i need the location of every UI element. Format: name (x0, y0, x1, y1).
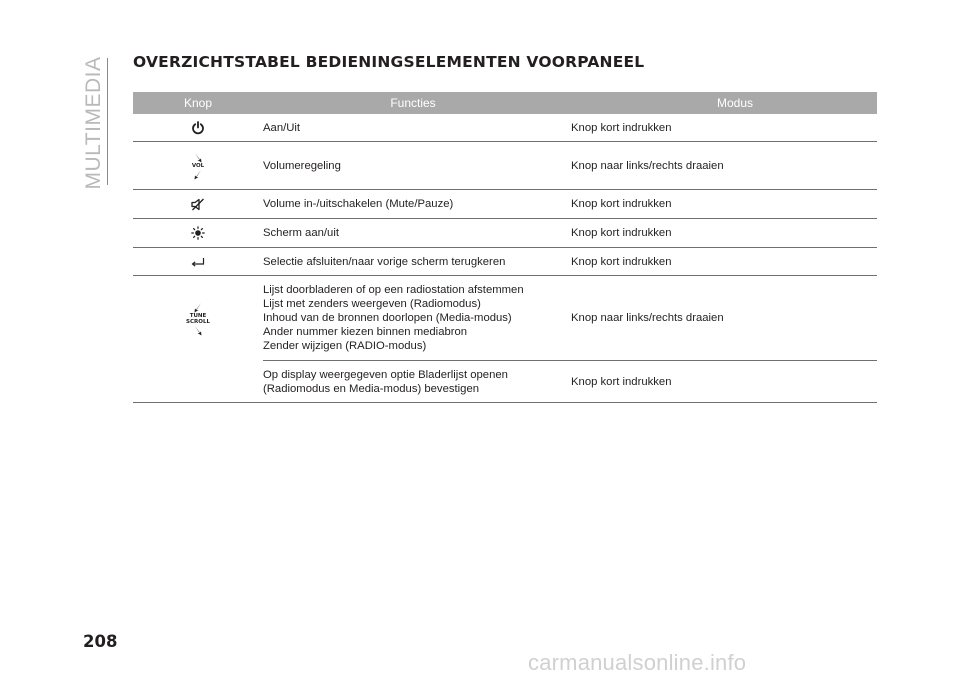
row-modus: Knop kort indrukken (571, 121, 672, 134)
tune-label: TUNE (189, 313, 207, 319)
row-modus: Knop kort indrukken (571, 198, 672, 210)
header-knop: Knop (183, 96, 213, 110)
mute-icon (133, 198, 263, 211)
tune-scroll-functions (263, 276, 877, 403)
section-label-text: MULTIMEDIA (82, 56, 105, 190)
section-label (83, 58, 105, 188)
scroll-label: SCROLL (186, 319, 210, 325)
row-functie: Volumeregeling (263, 159, 341, 172)
header-modus: Modus (716, 96, 754, 110)
controls-table (133, 92, 877, 403)
table-row (133, 142, 877, 190)
vol-knob-icon (133, 152, 263, 180)
table-row (133, 219, 877, 248)
back-icon (133, 257, 263, 267)
row-modus: Knop kort indrukken (571, 375, 672, 388)
row-functie: Op display weergegeven optie Bladerlijst openen (Radiomodus en Media-modus) bevestigen (263, 368, 508, 395)
page-number: 208 (83, 632, 118, 651)
row-functie: Selectie afsluiten/naar vorige scherm terugkeren (263, 255, 506, 268)
screen-brightness-icon (133, 226, 263, 240)
table-header (133, 92, 877, 114)
table-row (133, 114, 877, 142)
tune-scroll-press (263, 360, 877, 403)
table-row (133, 248, 877, 276)
table-row (133, 276, 877, 403)
tune-scroll-knob-icon (133, 276, 263, 403)
vol-knob-label: VOL (191, 162, 205, 169)
row-modus: Knop naar links/rechts draaien (571, 312, 724, 324)
row-functie: Lijst doorbladeren of op een radiostation afstemmen Lijst met zenders weergeven (Radiomodus) Inhoud van de bronnen doorlopen (Media-modus) Ander nummer kiezen binnen mediabron Zender wijzigen (RADIO-modus) (263, 284, 524, 352)
row-modus: Knop kort indrukken (571, 255, 672, 268)
row-functie: Volume in-/uitschakelen (Mute/Pauze) (263, 198, 454, 210)
page-title: OVERZICHTSTABEL BEDIENINGSELEMENTEN VOORPANEEL (133, 53, 645, 71)
header-functies: Functies (390, 96, 436, 110)
row-functie: Scherm aan/uit (263, 227, 339, 239)
table-row (133, 190, 877, 219)
watermark: carmanualsonline.info (528, 650, 747, 675)
row-modus: Knop kort indrukken (571, 227, 672, 239)
row-modus: Knop naar links/rechts draaien (571, 159, 724, 172)
section-divider (107, 58, 108, 185)
row-functie: Aan/Uit (263, 121, 301, 134)
power-icon (133, 121, 263, 135)
tune-scroll-main (263, 276, 877, 360)
